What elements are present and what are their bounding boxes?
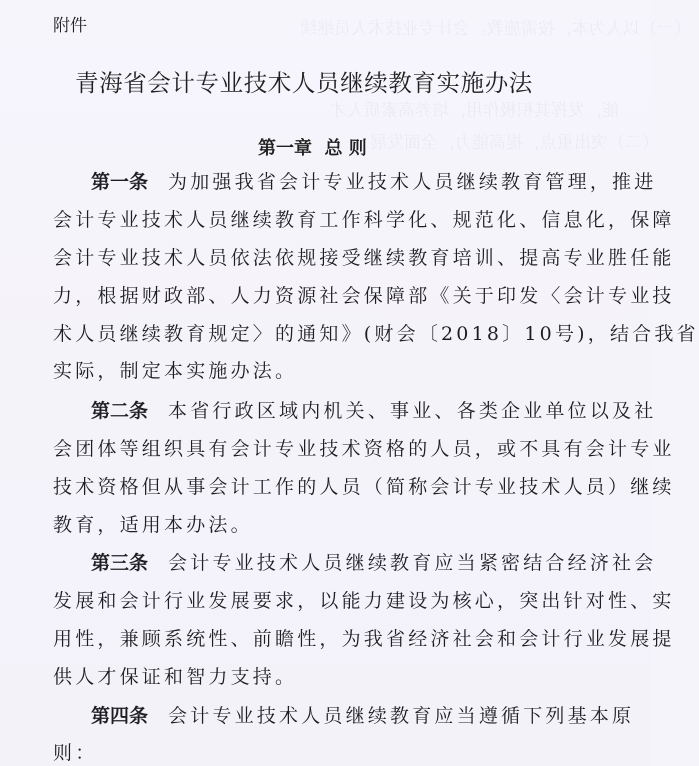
article-3-line-3: 用性，兼顾系统性、前瞻性，为我省经济社会和会计行业发展提 [53,628,675,650]
article-label: 第四条 [91,705,149,727]
article-3-line-2: 发展和会计行业发展要求，以能力建设为核心，突出针对性、实 [53,590,675,612]
article-3-line-1 [91,548,656,575]
article-2-line-1 [91,396,656,423]
article-2-line-2: 会团体等组织具有会计专业技术资格的人员，或不具有会计专业 [53,438,675,460]
article-2-line-3: 技术资格但从事会计工作的人员（简称会计专业技术人员）继续 [53,476,675,498]
article-2-line-4: 教育，适用本办法。 [53,514,253,536]
article-text: 会计专业技术人员继续教育应当遵循下列基本原 [168,705,635,727]
article-4-line-2: 则： [53,742,98,764]
article-1-line-3: 会计专业技术人员依法依规接受继续教育培训、提高专业胜任能 [53,247,675,269]
article-1-line-2: 会计专业技术人员继续教育工作科学化、规范化、信息化，保障 [53,209,675,231]
article-text: 会计专业技术人员继续教育应当紧密结合经济社会 [168,552,657,574]
document-title: 青海省会计专业技术人员继续教育实施办法 [75,69,533,97]
attachment-label: 附件 [53,16,87,36]
show-through-text: 能，发挥其积极作用，培养高素质人才 [330,101,619,121]
article-1-line-6: 实际，制定本实施办法。 [53,360,298,382]
article-label: 第二条 [91,400,149,422]
article-text: 本省行政区域内机关、事业、各类企业单位以及社 [168,400,657,422]
show-through-text: （一）以人为本，按需施教。会计专业技术人员继续 [300,19,691,39]
chapter-heading: 第一章 总 则 [258,138,367,159]
article-label: 第三条 [91,552,149,574]
article-label: 第一条 [91,171,149,193]
article-4-line-1 [91,701,634,728]
article-3-line-4: 供人才保证和智力支持。 [53,666,298,688]
article-text: 为加强我省会计专业技术人员继续教育管理，推进 [168,171,657,193]
article-1-line-4: 力，根据财政部、人力资源社会保障部《关于印发〈会计专业技 [53,285,675,307]
show-through-text: （二）突出重点，提高能力，全面发展 [370,133,659,153]
article-1-line-1 [91,167,656,194]
article-1-line-5: 术人员继续教育规定〉的通知》(财会〔2018〕10号)，结合我省 [53,323,699,345]
